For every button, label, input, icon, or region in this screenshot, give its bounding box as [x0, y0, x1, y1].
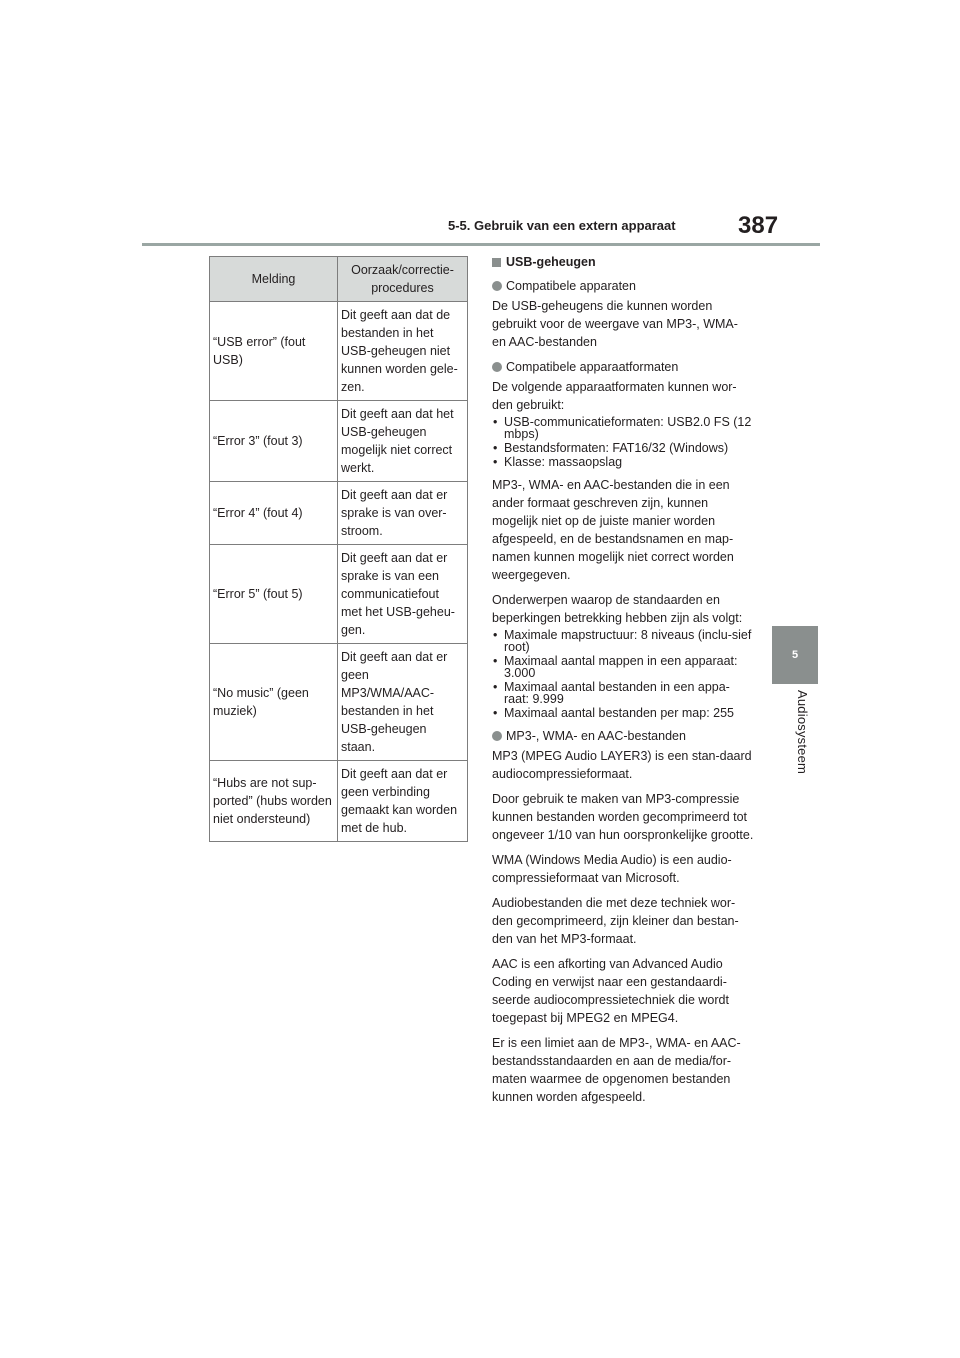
message-table: [209, 256, 468, 842]
limits-list: [492, 629, 754, 719]
list-item: • USB-communicatieformaten: USB2.0 FS (12 mbps): [492, 416, 754, 440]
paragraph: WMA (Windows Media Audio) is een audio-compressieformaat van Microsoft.: [492, 853, 732, 885]
section-heading: [492, 253, 754, 271]
chapter-tab: [772, 626, 818, 684]
table-row: [210, 545, 468, 644]
paragraph: De volgende apparaatformaten kunnen wor-den gebruikt:: [492, 380, 737, 412]
list-item: • Maximaal aantal bestanden in een appa-raat: 9.999: [492, 681, 754, 705]
table-row: [210, 482, 468, 545]
message-cell: “Error 5” (fout 5): [210, 545, 338, 644]
message-cell: “Error 3” (fout 3): [210, 401, 338, 482]
subheading: [492, 358, 754, 376]
message-cell: “Hubs are not sup-ported” (hubs worden niet ondersteund): [210, 761, 338, 842]
paragraph: MP3 (MPEG Audio LAYER3) is een stan-daard audiocompressieformaat.: [492, 749, 752, 781]
header-divider: [142, 243, 820, 246]
paragraph: Er is een limiet aan de MP3-, WMA- en AAC-bestandsstandaarden en aan de media/for-maten waarmee de opgenomen bestanden kunnen worden afgespeeld.: [492, 1036, 741, 1104]
message-cell: “Error 4” (fout 4): [210, 482, 338, 545]
message-cell: “USB error” (fout USB): [210, 302, 338, 401]
paragraph: AAC is een afkorting van Advanced Audio Coding en verwijst naar een gestandaardi-seerde audiocompressietechniek die wordt toegepast bij MPEG2 en MPEG4.: [492, 957, 729, 1025]
list-item: • Maximale mapstructuur: 8 niveaus (inclu-sief root): [492, 629, 754, 653]
cause-cell: Dit geeft aan dat de bestanden in het USB-geheugen niet kunnen worden gele-zen.: [338, 302, 468, 401]
paragraph: MP3-, WMA- en AAC-bestanden die in een ander formaat geschreven zijn, kunnen mogelijk niet op de juiste manier worden afgespeeld, en de bestandsnamen en map-namen kunnen mogelijk niet correct worden weergegeven.: [492, 478, 734, 582]
circle-bullet-icon: [492, 362, 502, 372]
column-header-cause: Oorzaak/correctie-procedures: [338, 257, 468, 302]
cause-cell: Dit geeft aan dat er geen MP3/WMA/AAC-bestanden in het USB-geheugen staan.: [338, 644, 468, 761]
cause-cell: Dit geeft aan dat er sprake is van een communicatiefout met het USB-geheu-gen.: [338, 545, 468, 644]
table-row: [210, 644, 468, 761]
subheading-text: Compatibele apparaatformaten: [506, 360, 679, 374]
table-header-row: [210, 257, 468, 302]
list-item: • Maximaal aantal bestanden per map: 255: [492, 707, 754, 719]
section-title: 5-5. Gebruik van een extern apparaat: [448, 218, 676, 233]
chapter-number: 5: [791, 649, 799, 661]
column-header-message: Melding: [210, 257, 338, 302]
cause-cell: Dit geeft aan dat er sprake is van over-stroom.: [338, 482, 468, 545]
list-item: • Maximaal aantal mappen in een apparaat: 3.000: [492, 655, 754, 679]
paragraph: De USB-geheugens die kunnen worden gebruikt voor de weergave van MP3-, WMA- en AAC-bestanden: [492, 299, 738, 349]
list-item: • Bestandsformaten: FAT16/32 (Windows): [492, 442, 754, 454]
page-number: 387: [738, 212, 779, 239]
paragraph: Audiobestanden die met deze techniek wor-den gecomprimeerd, zijn kleiner dan bestan-den van het MP3-formaat.: [492, 896, 739, 946]
list-item: • Klasse: massaopslag: [492, 456, 754, 468]
table-row: [210, 401, 468, 482]
square-bullet-icon: [492, 258, 501, 267]
message-cell: “No music” (geen muziek): [210, 644, 338, 761]
main-content: [492, 253, 754, 1113]
cause-cell: Dit geeft aan dat er geen verbinding gemaakt kan worden met de hub.: [338, 761, 468, 842]
table-row: [210, 761, 468, 842]
cause-cell: Dit geeft aan dat het USB-geheugen mogelijk niet correct werkt.: [338, 401, 468, 482]
paragraph: Door gebruik te maken van MP3-compressie kunnen bestanden worden gecomprimeerd tot ongeveer 1/10 van hun oorspronkelijke grootte.: [492, 792, 754, 842]
chapter-label: Audiosysteem: [795, 690, 810, 775]
subheading: [492, 277, 754, 295]
paragraph: Onderwerpen waarop de standaarden en beperkingen betrekking hebben zijn als volgt:: [492, 593, 743, 625]
table-row: [210, 302, 468, 401]
subheading-text: MP3-, WMA- en AAC-bestanden: [506, 729, 686, 743]
circle-bullet-icon: [492, 731, 502, 741]
subheading-text: Compatibele apparaten: [506, 279, 636, 293]
section-heading-text: USB-geheugen: [506, 255, 596, 269]
subheading: [492, 727, 754, 745]
circle-bullet-icon: [492, 281, 502, 291]
format-list: [492, 416, 754, 468]
